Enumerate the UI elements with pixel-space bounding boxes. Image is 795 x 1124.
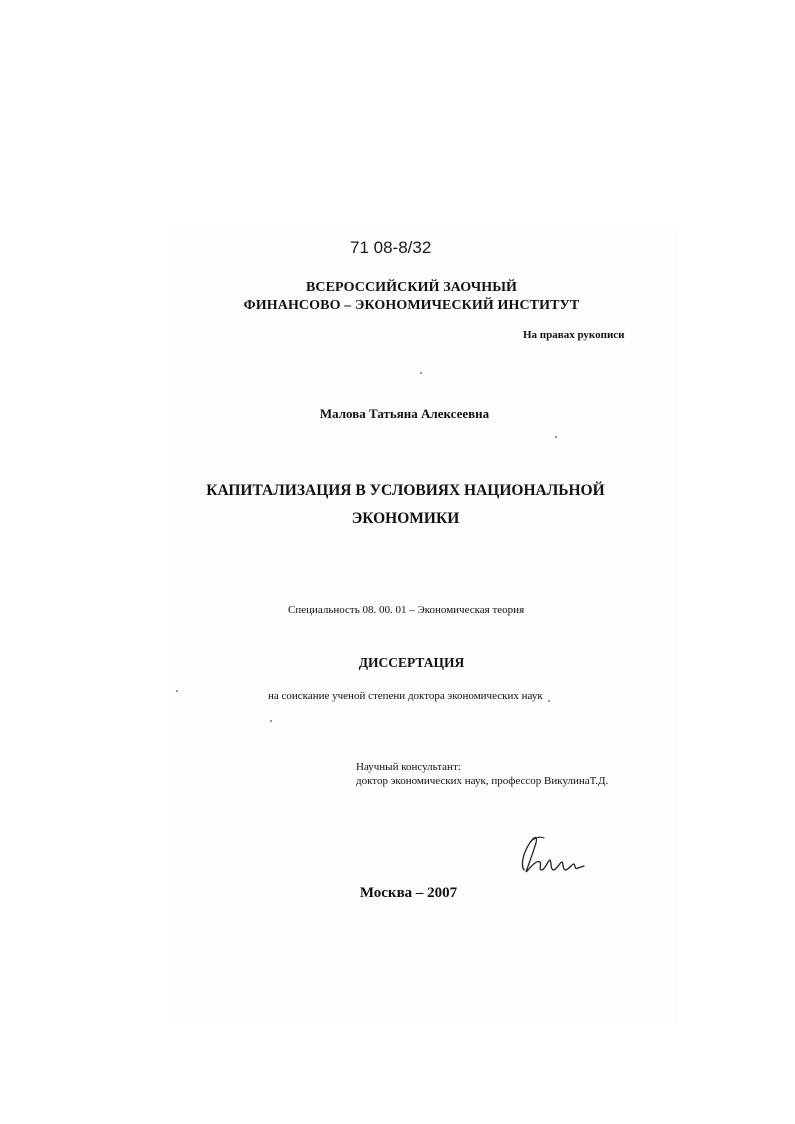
- scan-speck: [555, 436, 557, 438]
- scan-speck: [270, 720, 272, 722]
- scan-speck: [420, 372, 422, 374]
- document-type: ДИССЕРТАЦИЯ: [358, 655, 465, 670]
- institution-name-line-2: ФИНАНСОВО – ЭКОНОМИЧЕСКИЙ ИНСТИТУТ: [243, 298, 580, 313]
- handwritten-signature: [510, 830, 590, 878]
- scanned-sheet: [168, 230, 678, 1025]
- scan-speck: [548, 700, 550, 702]
- degree-statement: на соискание ученой степени доктора экономических наук: [268, 690, 543, 702]
- place-and-year: Москва – 2007: [359, 885, 458, 901]
- scan-speck: [176, 690, 178, 692]
- institution-name-line-1: ВСЕРОССИЙСКИЙ ЗАОЧНЫЙ: [305, 280, 518, 295]
- shelfmark: 71 08-8/32: [350, 238, 432, 257]
- manuscript-rights-note: На правах рукописи: [523, 329, 625, 341]
- dissertation-title-line-2: ЭКОНОМИКИ: [351, 510, 460, 527]
- consultant-name: доктор экономических наук, профессор ВикулинаТ.Д.: [356, 775, 609, 787]
- dissertation-title-line-1: КАПИТАЛИЗАЦИЯ В УСЛОВИЯХ НАЦИОНАЛЬНОЙ: [206, 482, 605, 499]
- consultant-label: Научный консультант:: [356, 761, 461, 773]
- specialty: Специальность 08. 00. 01 – Экономическая теория: [288, 604, 525, 616]
- author-name: Малова Татьяна Алексеевна: [319, 406, 490, 421]
